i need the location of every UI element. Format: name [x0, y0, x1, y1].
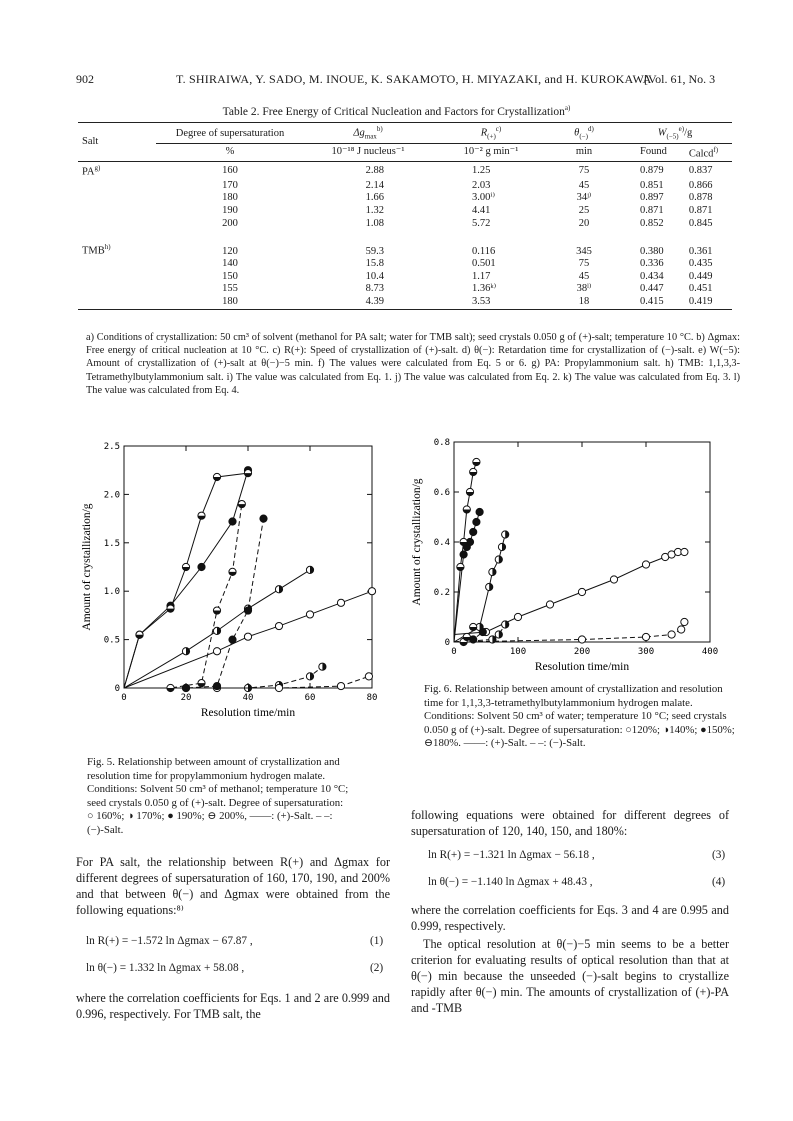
- cell-theta: 18: [550, 296, 618, 309]
- data-point: [457, 563, 464, 570]
- data-point: [460, 538, 467, 545]
- data-point: [244, 470, 251, 477]
- cell-r: 2.03: [472, 179, 491, 191]
- data-point: [470, 468, 477, 475]
- data-point: [337, 682, 344, 689]
- y-tick-label: 0.2: [433, 588, 450, 598]
- cell-calcd: 0.419: [685, 296, 732, 309]
- cell-theta: 45: [578, 179, 590, 191]
- data-point: [275, 622, 282, 629]
- cell-dg: 1.66: [365, 192, 384, 204]
- cell-calcd: 0.361: [688, 245, 713, 257]
- equation-4: ln θ(−) = −1.140 ln Δgmax + 48.43 ,: [428, 876, 593, 888]
- table-row: [78, 296, 732, 309]
- right-paragraph-1: following equations were obtained for different degrees of supersaturation of 120, 140, 150, and 180%:: [411, 808, 729, 838]
- y-tick-label: 0.8: [433, 438, 450, 448]
- table-row: [78, 180, 732, 193]
- cell-calcd: 0.435: [688, 258, 713, 270]
- cell-dg: 10.4: [365, 270, 384, 282]
- cell-deg: 140: [222, 258, 238, 270]
- data-point: [668, 631, 675, 638]
- x-axis-label: Resolution time/min: [534, 661, 630, 673]
- running-head-authors: T. SHIRAIWA, Y. SADO, M. INOUE, K. SAKAMOTO, H. MIYAZAKI, and H. KUROKAWA: [176, 72, 652, 86]
- cell-salt: PA$^{g)}$: [82, 164, 101, 178]
- data-point: [136, 631, 143, 638]
- col-header-dg: $\Delta g_{max}^{b)}$: [304, 123, 432, 144]
- y-axis-label: Amount of crystallization/g: [81, 503, 93, 631]
- data-point: [337, 599, 344, 606]
- table-row: [78, 283, 732, 296]
- data-point: [213, 682, 220, 689]
- y-tick-label: 0: [114, 684, 120, 694]
- data-point: [460, 551, 467, 558]
- cell-theta: 25: [578, 204, 590, 216]
- table-row: [78, 205, 732, 218]
- cell-r: 4.41: [472, 204, 491, 216]
- cell-calcd: 0.449: [688, 270, 713, 282]
- plot-frame: [454, 442, 710, 642]
- data-point: [486, 583, 493, 590]
- cell-dg: 1.32: [365, 204, 384, 216]
- unit-theta: min: [550, 144, 618, 162]
- cell-r: 0.501: [472, 258, 496, 270]
- cell-deg: 180: [156, 296, 304, 309]
- equation-2-number: (2): [370, 962, 384, 974]
- data-point: [198, 512, 205, 519]
- cell-r: 3.53: [432, 296, 550, 309]
- table-row: [78, 230, 732, 258]
- cell-found: 0.336: [640, 258, 664, 270]
- data-point: [495, 631, 502, 638]
- col-header-calcd: Calcd$^{f)}$: [685, 144, 732, 162]
- cell-r: 1.36ᵏ⁾: [472, 283, 497, 295]
- table-2: [78, 122, 732, 310]
- table-row: [78, 218, 732, 231]
- data-point: [182, 563, 189, 570]
- cell-r: 0.116: [472, 245, 496, 257]
- equation-3: ln R(+) = −1.321 ln Δgmax − 56.18 ,: [428, 849, 595, 861]
- unit-r: 10⁻² g min⁻¹: [432, 144, 550, 162]
- equation-1-number: (1): [370, 935, 384, 947]
- y-tick-label: 1.0: [103, 587, 120, 598]
- cell-deg: 180: [222, 192, 238, 204]
- data-point: [514, 613, 521, 620]
- cell-r: 1.25: [472, 164, 491, 176]
- x-tick-label: 0: [451, 647, 457, 657]
- data-point: [610, 576, 617, 583]
- data-point: [470, 623, 477, 630]
- cell-deg: 120: [222, 245, 238, 257]
- cell-dg: 2.14: [365, 179, 384, 191]
- y-axis-label: Amount of crystallization/g: [411, 478, 423, 606]
- data-point: [198, 680, 205, 687]
- cell-theta: 345: [576, 245, 592, 257]
- cell-found: 0.434: [640, 270, 664, 282]
- data-point: [489, 636, 496, 643]
- cell-calcd: 0.866: [688, 179, 713, 191]
- right-paragraph-2: where the correlation coefficients for Eqs. 3 and 4 are 0.995 and 0.999, respectively.: [411, 903, 729, 933]
- left-paragraph-1: For PA salt, the relationship between R(+) and Δgmax for different degrees of supersaturation of 160, 170, 190, and 200% and that between θ(−) and Δgmax were obtained from the following equations:⁸⁾: [76, 855, 390, 917]
- data-point: [275, 586, 282, 593]
- data-point: [260, 515, 267, 522]
- cell-theta: 45: [578, 270, 590, 282]
- cell-salt: TMB$^{h)}$: [82, 243, 111, 257]
- data-point: [578, 636, 585, 643]
- running-head-volume: [Vol. 61, No. 3: [644, 72, 716, 86]
- figure-5-caption-title: Fig. 5. Relationship between amount of crystallization and resolution time for propylammonium hydrogen malate.: [87, 756, 340, 782]
- x-tick-label: 200: [573, 647, 591, 657]
- data-point: [479, 628, 486, 635]
- data-point: [502, 531, 509, 538]
- data-point: [275, 684, 282, 691]
- equation-2: ln θ(−) = 1.332 ln Δgmax + 58.08 ,: [86, 962, 245, 974]
- data-point: [167, 605, 174, 612]
- cell-salt: [78, 258, 156, 271]
- y-tick-label: 0.6: [433, 488, 450, 498]
- col-header-found: Found: [618, 144, 685, 162]
- cell-deg: 155: [222, 283, 238, 295]
- data-point: [213, 473, 220, 480]
- equation-3-number: (3): [712, 849, 726, 861]
- figure-6-caption: [424, 683, 739, 751]
- y-tick-label: 0: [444, 638, 450, 648]
- cell-salt: [78, 192, 156, 205]
- cell-dg: 4.39: [304, 296, 432, 309]
- data-point: [476, 508, 483, 515]
- figure-5-caption: [87, 756, 349, 838]
- data-point: [244, 607, 251, 614]
- data-point: [642, 633, 649, 640]
- data-point: [238, 500, 245, 507]
- equation-4-number: (4): [712, 876, 726, 888]
- data-point: [495, 556, 502, 563]
- cell-found: 0.380: [640, 245, 664, 257]
- unit-dg: 10⁻¹⁸ J nucleus⁻¹: [304, 144, 432, 162]
- col-header-degree: Degree of supersaturation: [156, 123, 304, 144]
- figure-5-caption-conditions: Conditions: Solvent 50 cm³ of methanol; temperature 10 °C; seed crystals 0.050 g of (+)-salt. Degree of supersaturation: ○ 160%; ◑ 170%; ● 190%; ⊖ 200%, ——: (+)-Salt. – –: (−)-Salt.: [87, 783, 349, 836]
- data-point: [681, 548, 688, 555]
- right-paragraph-3: The optical resolution at θ(−)−5 min seems to be a better criterion for evaluating results of optical resolution than that at θ(−) min because the unseeded (−)-salt begins to crystallize rapidly after θ(−) min. The amounts of crystallization of (+)-PA and -TMB: [411, 937, 729, 1015]
- data-point: [546, 601, 553, 608]
- cell-theta: 20: [578, 217, 590, 229]
- table-footnotes: a) Conditions of crystallization: 50 cm³ of solvent (methanol for PA salt; water for TMB salt); seed crystals 0.050 g of (+)-salt; temperature 10 °C. b) Δgmax: Free energy of critical nucleation at 10 °C. c) R(+): Speed of crystallization of (+)-salt. d) θ(−): Retardation time for crystallization of (−)-salt. e) W(−5): Amount of crystallization of (+)-salt at θ(−)−5 min. f) The values were calculated from Eq. 5 or 6. g) PA: Propylammonium salt. h) TMB: 1,1,3,3-Tetramethylbutylammonium salt. i) The value was calculated from Eq. 1. j) The value was calculated from Eq. 2. k) The value was calculated from Eq. 3. l) The value was calculated from Eq. 4.: [86, 332, 740, 396]
- data-point: [489, 568, 496, 575]
- y-tick-label: 0.4: [433, 538, 450, 548]
- cell-found: 0.897: [640, 192, 664, 204]
- data-point: [473, 518, 480, 525]
- cell-theta: 75: [578, 258, 590, 270]
- series-line: [124, 504, 242, 688]
- cell-salt: [78, 218, 156, 231]
- cell-dg: 8.73: [365, 283, 384, 295]
- cell-found: 0.415: [618, 296, 685, 309]
- data-point: [306, 566, 313, 573]
- y-tick-label: 2.5: [103, 442, 120, 452]
- data-point: [213, 648, 220, 655]
- cell-salt: [78, 271, 156, 284]
- page-number: 902: [76, 72, 94, 86]
- data-point: [463, 633, 470, 640]
- cell-deg: 160: [222, 164, 238, 176]
- data-point: [244, 633, 251, 640]
- cell-dg: 15.8: [365, 258, 384, 270]
- table-row: [78, 192, 732, 205]
- y-tick-label: 1.5: [103, 538, 120, 549]
- data-point: [365, 673, 372, 680]
- data-point: [368, 588, 375, 595]
- data-point: [213, 607, 220, 614]
- data-point: [182, 648, 189, 655]
- data-point: [229, 518, 236, 525]
- cell-salt: [78, 296, 156, 309]
- x-tick-label: 80: [366, 693, 378, 703]
- cell-dg: 1.08: [365, 217, 384, 229]
- data-point: [678, 626, 685, 633]
- y-tick-label: 0.5: [103, 635, 120, 646]
- cell-calcd: 0.871: [688, 204, 713, 216]
- cell-r: 5.72: [472, 217, 491, 229]
- cell-salt: [78, 180, 156, 193]
- figure-6-caption-title: Fig. 6. Relationship between amount of crystallization and resolution time for 1,1,3,3-tetramethylbutylammonium hydrogen malate.: [424, 683, 723, 709]
- col-header-salt: Salt: [78, 123, 156, 162]
- col-header-r: $R_{(+)}^{c)}$: [432, 123, 550, 144]
- unit-degree: %: [156, 144, 304, 162]
- data-point: [213, 627, 220, 634]
- equation-1: ln R(+) = −1.572 ln Δgmax − 67.87 ,: [86, 935, 253, 947]
- plot-frame: [124, 446, 372, 688]
- x-tick-label: 300: [637, 647, 655, 657]
- cell-found: 0.879: [640, 164, 664, 176]
- cell-dg: 2.88: [365, 164, 384, 176]
- data-point: [198, 563, 205, 570]
- cell-found: 0.871: [640, 204, 664, 216]
- left-paragraph-2: where the correlation coefficients for Eqs. 1 and 2 are 0.999 and 0.996, respectively. For TMB salt, the: [76, 991, 390, 1021]
- cell-dg: 59.3: [365, 245, 384, 257]
- x-tick-label: 0: [121, 693, 127, 703]
- cell-salt: [78, 283, 156, 296]
- cell-deg: 150: [222, 270, 238, 282]
- data-point: [306, 673, 313, 680]
- figure-5-chart: [76, 440, 378, 730]
- x-axis-label: Resolution time/min: [200, 707, 296, 719]
- data-point: [229, 568, 236, 575]
- col-header-theta: $\theta_{(-)}^{d)}$: [550, 123, 618, 144]
- cell-salt: [78, 205, 156, 218]
- data-point: [466, 488, 473, 495]
- figure-6-chart: [410, 436, 720, 676]
- table-row: [78, 162, 732, 180]
- x-tick-label: 20: [180, 693, 192, 703]
- cell-calcd: 0.837: [688, 164, 713, 176]
- x-tick-label: 100: [509, 647, 527, 657]
- x-tick-label: 40: [242, 693, 254, 703]
- cell-found: 0.851: [640, 179, 664, 191]
- data-point: [167, 684, 174, 691]
- cell-theta: 38ˡ⁾: [576, 283, 592, 295]
- data-point: [681, 618, 688, 625]
- data-point: [642, 561, 649, 568]
- table-row: [78, 271, 732, 284]
- data-point: [319, 663, 326, 670]
- x-tick-label: 400: [701, 647, 719, 657]
- series-line: [124, 519, 264, 688]
- cell-found: 0.447: [640, 283, 664, 295]
- x-tick-label: 60: [304, 693, 316, 703]
- cell-calcd: 0.845: [688, 217, 713, 229]
- cell-theta: 75: [578, 164, 590, 176]
- data-point: [470, 528, 477, 535]
- table-row: [78, 258, 732, 271]
- figure-6-caption-conditions: Conditions: Solvent 50 cm³ of water; temperature 10 °C; seed crystals 0.050 g of (+)-salt. Degree of supersaturation: ○120%; ◑140%; ●150%; ⊖180%. ——: (+)-Salt. – –: (−)-Salt.: [424, 710, 735, 750]
- y-tick-label: 2.0: [103, 490, 120, 501]
- data-point: [473, 458, 480, 465]
- cell-calcd: 0.451: [688, 283, 713, 295]
- cell-calcd: 0.878: [688, 192, 713, 204]
- cell-r: 3.00ⁱ⁾: [472, 192, 496, 204]
- cell-deg: 190: [222, 204, 238, 216]
- cell-found: 0.852: [640, 217, 664, 229]
- col-header-w: $W_{(-5)}^{e)}/g$: [618, 123, 732, 144]
- cell-deg: 170: [222, 179, 238, 191]
- table-caption: Table 2. Free Energy of Critical Nucleation and Factors for Crystallization$^{a)}$: [222, 104, 571, 118]
- data-point: [306, 611, 313, 618]
- cell-r: 1.17: [472, 270, 491, 282]
- data-point: [463, 506, 470, 513]
- data-point: [498, 543, 505, 550]
- cell-deg: 200: [222, 217, 238, 229]
- cell-theta: 34ʲ⁾: [576, 192, 592, 204]
- data-point: [502, 621, 509, 628]
- data-point: [229, 636, 236, 643]
- data-point: [578, 588, 585, 595]
